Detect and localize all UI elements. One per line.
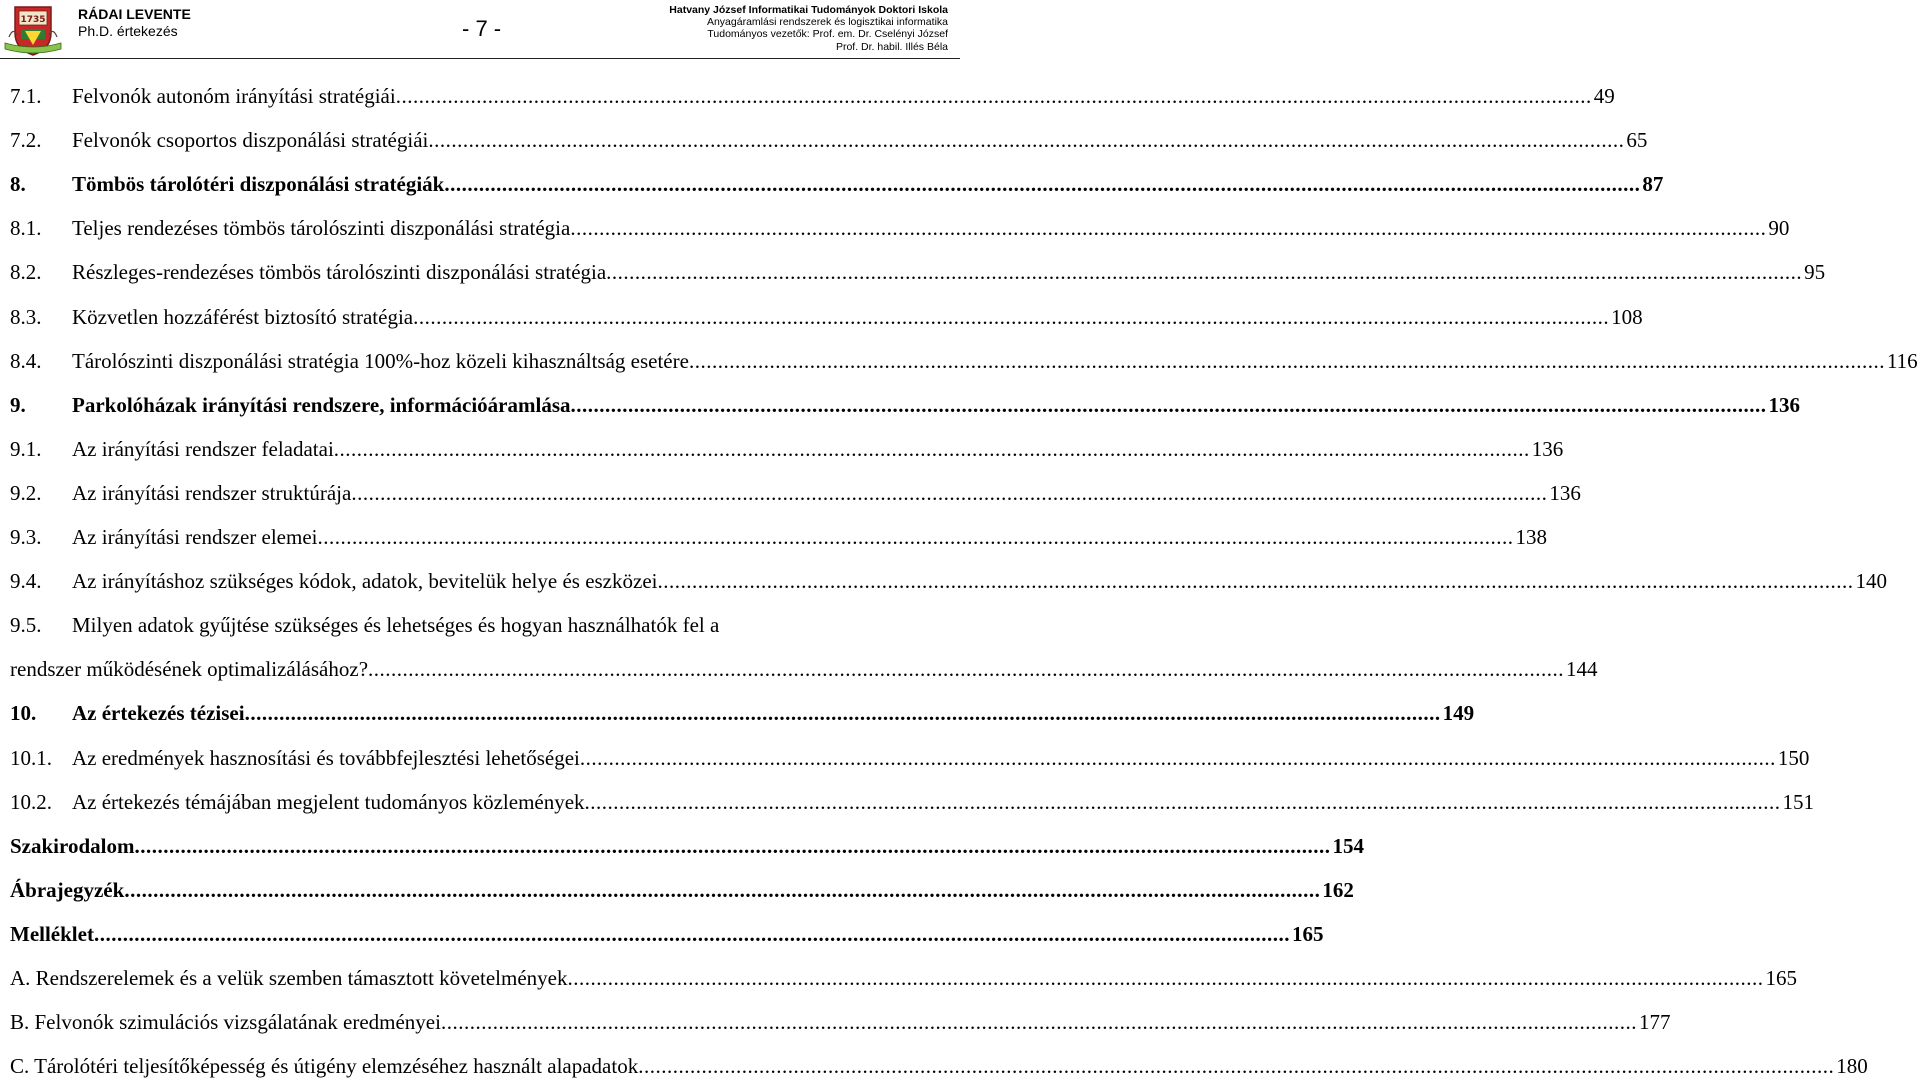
toc-entry-number: 10.1. [10, 745, 52, 770]
toc-entry-title: B. Felvonók szimulációs vizsgálatának eredményei [10, 1010, 441, 1035]
toc-entry-page: 144 [1566, 657, 1598, 682]
toc-entry-title: Felvonók autonóm irányítási stratégiái [72, 84, 396, 108]
toc-entry[interactable] [10, 471, 1581, 515]
toc-dot-leader [580, 736, 1776, 780]
toc-entry-page: 87 [1642, 172, 1664, 197]
toc-dot-leader [570, 206, 1766, 250]
toc-entry[interactable] [10, 383, 1801, 427]
toc-entry-page: 90 [1768, 216, 1790, 241]
toc-entry-page: 165 [1291, 921, 1324, 946]
toc-dot-leader [689, 339, 1885, 383]
school-name: Hatvany József Informatikai Tudományok Doktori Iskola [669, 4, 948, 16]
toc-entry-page: 95 [1804, 260, 1826, 285]
toc-dot-leader [134, 824, 1330, 868]
toc-dot-leader [351, 471, 1547, 515]
toc-entry[interactable] [10, 74, 1615, 118]
toc-entry-page: 154 [1332, 833, 1364, 858]
toc-dot-leader [413, 295, 1609, 339]
toc-dot-leader [317, 515, 1513, 559]
toc-entry-title: Tárolószinti diszponálási stratégia 100%-hoz közeli kihasználtság esetére [72, 348, 689, 373]
toc-dot-leader [396, 74, 1592, 118]
toc-entry-number: 9.1. [10, 436, 42, 461]
toc-dot-leader [657, 559, 1853, 603]
toc-entry-page: 140 [1855, 569, 1887, 594]
page-number: - 7 - [462, 16, 502, 41]
degree-label: Ph.D. értekezés [78, 23, 178, 39]
toc-entry-title: Az értekezés témájában megjelent tudományos közlemények [72, 789, 585, 814]
toc-entry-page: 136 [1768, 392, 1801, 417]
svg-text:1735: 1735 [20, 15, 46, 25]
toc-entry[interactable] [10, 118, 1648, 162]
toc-entry-title: Ábrajegyzék [10, 877, 125, 902]
toc-dot-leader [638, 1044, 1834, 1088]
toc-entry[interactable] [10, 780, 1815, 824]
toc-entry-title: Tömbös tárolótéri diszponálási stratégiák [72, 172, 445, 197]
toc-entry[interactable] [10, 515, 1547, 559]
toc-entry-number: 7.1. [10, 84, 42, 108]
toc-entry-title: Az irányítási rendszer elemei [72, 525, 318, 549]
toc-dot-leader [368, 647, 1564, 691]
toc-dot-leader [585, 780, 1781, 824]
toc-entry-title: Az értekezés tézisei [72, 701, 245, 726]
toc-entry[interactable] [10, 339, 1918, 383]
university-crest-logo [3, 3, 63, 57]
toc-dot-leader [441, 1000, 1637, 1044]
toc-entry[interactable] [10, 206, 1790, 250]
toc-entry-title: Milyen adatok gyűjtése szükséges és lehetséges és hogyan használhatók fel a [72, 613, 720, 638]
toc-dot-leader [245, 691, 1441, 735]
school-info [669, 4, 948, 53]
toc-entry-title: C. Tárolótéri teljesítőképesség és útigény elemzéséhez használt alapadatok [10, 1054, 639, 1079]
toc-entry[interactable] [10, 603, 952, 647]
toc-entry-title: Melléklet [10, 921, 94, 946]
toc-entry-number: 9.5. [10, 613, 42, 638]
toc-entry-number: 9.3. [10, 525, 42, 549]
toc-entry-number: 8.3. [10, 304, 42, 329]
toc-entry-number: 8. [10, 172, 26, 197]
toc-dot-leader [606, 250, 1802, 294]
toc-entry[interactable] [10, 295, 1643, 339]
toc-entry-title: rendszer működésének optimalizálásához? [10, 657, 369, 682]
toc-entry-title: Az irányítási rendszer feladatai [72, 436, 334, 461]
toc-entry-number: 9.2. [10, 480, 42, 505]
toc-entry-page: 116 [1886, 348, 1918, 373]
toc-entry-page: 177 [1638, 1010, 1671, 1035]
toc-entry-number: 9.4. [10, 569, 42, 594]
toc-entry-title: Felvonók csoportos diszponálási stratégiái [72, 128, 429, 153]
school-program: Anyagáramlási rendszerek és logisztikai informatika [706, 16, 948, 29]
toc-entry-page: 180 [1836, 1054, 1868, 1079]
header-divider [0, 58, 960, 59]
toc-entry[interactable] [10, 912, 1324, 956]
toc-entry[interactable] [10, 559, 1887, 603]
toc-entry-page: 108 [1611, 304, 1643, 329]
toc-entry[interactable] [10, 162, 1664, 206]
toc-entry-page: 151 [1782, 789, 1815, 814]
toc-entry-number: 7.2. [10, 128, 42, 153]
toc-entry-number: 10.2. [10, 789, 52, 814]
toc-entry[interactable] [10, 1044, 1868, 1088]
toc-entry-title: Közvetlen hozzáférést biztosító stratégia [72, 304, 414, 329]
toc-entry-title: Az irányítási rendszer struktúrája [72, 480, 352, 505]
toc-entry-page: 138 [1515, 525, 1547, 549]
toc-entry-number: 9. [10, 392, 26, 417]
toc-dot-leader [124, 868, 1320, 912]
toc-entry[interactable] [10, 1000, 1671, 1044]
toc-entry-title: Teljes rendezéses tömbös tárolószinti diszponálási stratégia [72, 216, 571, 241]
toc-entry-number: 8.2. [10, 260, 42, 285]
toc-entry-number: 8.1. [10, 216, 42, 241]
toc-entry-page: 136 [1531, 436, 1564, 461]
author-name: RÁDAI LEVENTE [78, 6, 191, 22]
toc-entry[interactable] [10, 250, 1826, 294]
toc-entry[interactable] [10, 736, 1810, 780]
toc-entry-title: Az irányításhoz szükséges kódok, adatok, bevitelük helye és eszközei [72, 569, 658, 594]
toc-dot-leader [94, 912, 1290, 956]
toc-entry-number: 10. [10, 701, 37, 726]
toc-entry[interactable] [10, 824, 1364, 868]
toc-entry-title: Részleges-rendezéses tömbös tárolószinti diszponálási stratégia [72, 260, 607, 285]
toc-entry[interactable] [10, 868, 1354, 912]
school-supervisor-2: Prof. Dr. habil. Illés Béla [835, 40, 948, 53]
toc-entry-page: 162 [1322, 877, 1354, 902]
page-header [0, 0, 960, 60]
toc-entry-page: 49 [1593, 84, 1615, 108]
school-supervisor-1: Tudományos vezetők: Prof. em. Dr. Cselényi József [707, 28, 948, 41]
toc-entry[interactable] [10, 427, 1564, 471]
toc-dot-leader [334, 427, 1530, 471]
toc-dot-leader [567, 956, 1763, 1000]
toc-entry-title: Parkolóházak irányítási rendszere, információáramlása [72, 392, 571, 417]
toc-entry-page: 136 [1549, 480, 1581, 505]
toc-dot-leader [571, 383, 1767, 427]
toc-entry-page: 150 [1777, 745, 1810, 770]
toc-entry[interactable] [10, 956, 1797, 1000]
toc-entry-page: 149 [1442, 701, 1475, 726]
toc-entry-page: 65 [1626, 128, 1648, 153]
toc-dot-leader [444, 162, 1640, 206]
toc-entry-title: Az eredmények hasznosítási és továbbfejlesztési lehetőségei [72, 745, 580, 770]
toc-entry[interactable] [10, 691, 1475, 735]
toc-dot-leader [428, 118, 1624, 162]
toc-entry-title: Szakirodalom [10, 833, 135, 858]
toc-entry-number: 8.4. [10, 348, 42, 373]
toc-entry[interactable] [10, 647, 1598, 691]
toc-entry-title: A. Rendszerelemek és a velük szemben támasztott követelmények [10, 966, 568, 990]
toc-entry-page: 165 [1765, 966, 1797, 990]
